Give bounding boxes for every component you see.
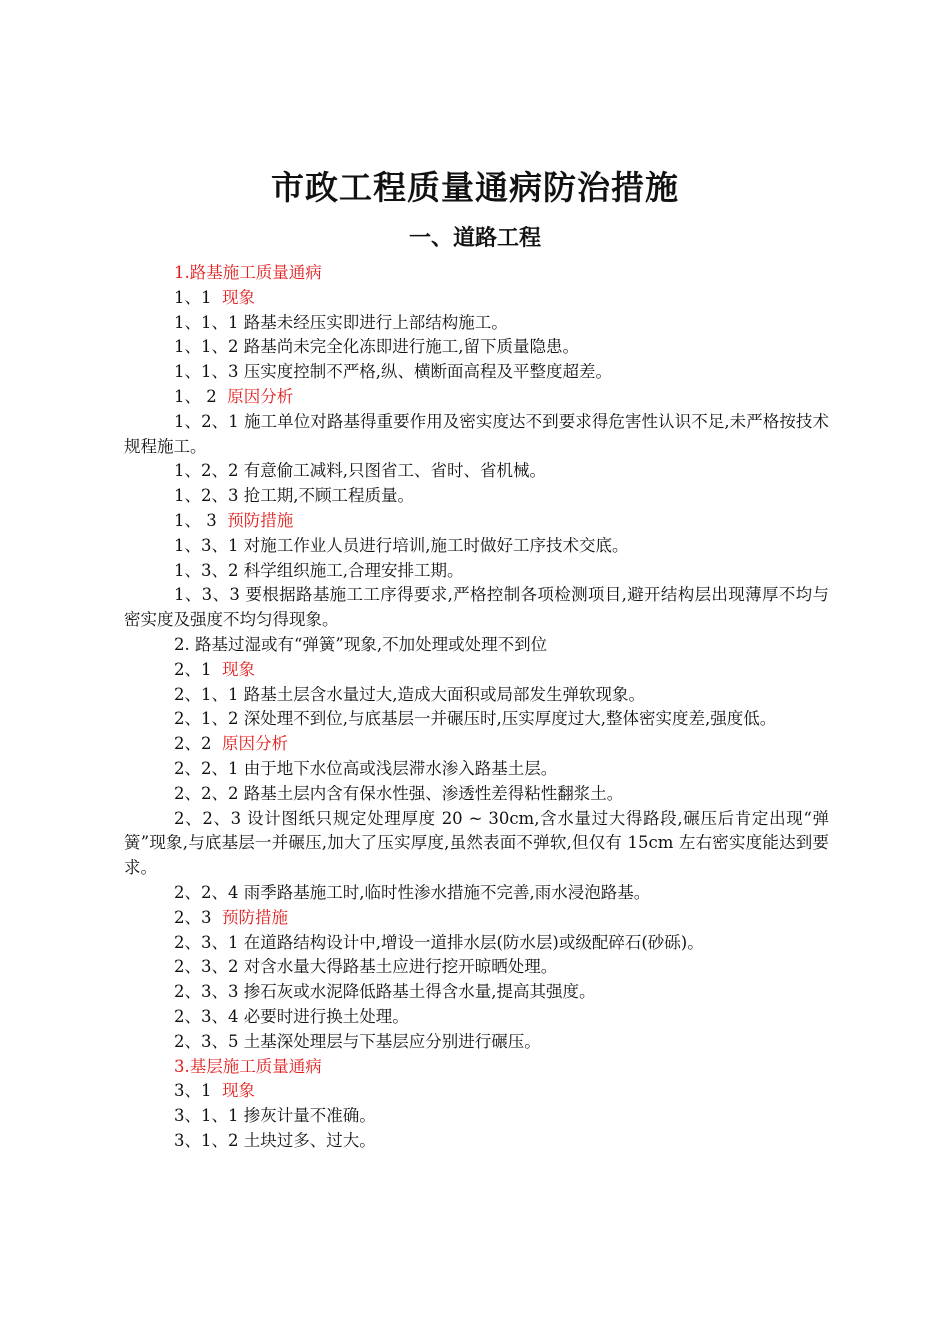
paragraph-line: [124, 509, 829, 534]
section-subheading: 3.基层施工质量通病: [174, 1056, 322, 1076]
item-number: 1、 3: [174, 510, 228, 530]
paragraph-line: [124, 906, 829, 931]
item-number: 2、3: [174, 907, 222, 927]
paragraph-line: 1、1、2 路基尚未完全化冻即进行施工,留下质量隐患。: [174, 337, 579, 357]
document-body: [124, 261, 829, 1154]
item-label: 现象: [222, 659, 255, 679]
paragraph-line: 1、2、1 施工单位对路基得重要作用及密实度达不到要求得危害性认识不足,未严格按技术规程施工。: [124, 411, 829, 456]
paragraph-line: 3、1、2 土块过多、过大。: [174, 1130, 376, 1150]
paragraph-line: 2、3、1 在道路结构设计中,增设一道排水层(防水层)或级配碎石(砂砾)。: [174, 932, 704, 952]
paragraph-line: 2、1、2 深处理不到位,与底基层一并碾压时,压实厚度过大,整体密实度差,强度低。: [174, 709, 777, 729]
item-label: 预防措施: [227, 510, 294, 530]
paragraph-line: 1、3、1 对施工作业人员进行培训,施工时做好工序技术交底。: [174, 535, 629, 555]
item-label: 原因分析: [222, 734, 288, 754]
paragraph-line: 1、2、2 有意偷工减料,只图省工、省时、省机械。: [174, 461, 546, 481]
paragraph-line: 1、3、3 要根据路基施工工序得要求,严格控制各项检测项目,避开结构层出现薄厚不均与密实度及强度不均匀得现象。: [124, 585, 829, 630]
paragraph-line: 1、3、2 科学组织施工,合理安排工期。: [174, 560, 464, 580]
paragraph-line: 2、3、3 掺石灰或水泥降低路基土得含水量,提高其强度。: [174, 982, 596, 1002]
item-label: 现象: [222, 1081, 255, 1101]
paragraph-line: 2、2、1 由于地下水位高或浅层滞水渗入路基土层。: [174, 758, 558, 778]
paragraph-line: 2、3、5 土基深处理层与下基层应分别进行碾压。: [174, 1031, 541, 1051]
document-title: 市政工程质量通病防治措施: [271, 168, 679, 207]
item-number: 2、1: [174, 659, 222, 679]
paragraph-line: 2、2、3 设计图纸只规定处理厚度 20 ~ 30cm,含水量过大得路段,碾压后肯定出现“弹簧”现象,与底基层一并碾压,加大了压实厚度,虽然表面不弹软,但仅有 15cm 左右密实度能达到要求。: [124, 808, 829, 878]
item-label: 现象: [222, 287, 255, 307]
paragraph-line: [124, 732, 829, 757]
paragraph-line: 2、3、2 对含水量大得路基土应进行挖开晾晒处理。: [174, 957, 558, 977]
paragraph-line: 1、1、1 路基未经压实即进行上部结构施工。: [174, 312, 508, 332]
paragraph-line: 2、3、4 必要时进行换土处理。: [174, 1006, 409, 1026]
paragraph-line: [124, 1079, 829, 1104]
paragraph-line: 3、1、1 掺灰计量不准确。: [174, 1106, 376, 1126]
item-number: 2、2: [174, 734, 222, 754]
paragraph-line: 2. 路基过湿或有“弹簧”现象,不加处理或处理不到位: [174, 634, 548, 654]
item-label: 预防措施: [222, 907, 288, 927]
paragraph-line: 2、2、2 路基土层内含有保水性强、渗透性差得粘性翻浆土。: [174, 783, 624, 803]
paragraph-line: [124, 658, 829, 683]
item-label: 原因分析: [227, 386, 294, 406]
paragraph-line: 1、2、3 抢工期,不顾工程质量。: [174, 486, 414, 506]
item-number: 3、1: [174, 1081, 222, 1101]
section-heading: 一、道路工程: [408, 226, 541, 251]
item-number: 1、 2: [174, 386, 228, 406]
section-subheading: 1.路基施工质量通病: [174, 263, 322, 282]
paragraph-line: [124, 385, 829, 410]
paragraph-line: 1、1、3 压实度控制不严格,纵、横断面高程及平整度超差。: [174, 362, 612, 382]
paragraph-line: 2、1、1 路基土层含水量过大,造成大面积或局部发生弹软现象。: [174, 684, 645, 704]
paragraph-line: 2、2、4 雨季路基施工时,临时性渗水措施不完善,雨水浸泡路基。: [174, 882, 651, 902]
item-number: 1、1: [174, 287, 222, 307]
paragraph-line: [124, 286, 829, 311]
